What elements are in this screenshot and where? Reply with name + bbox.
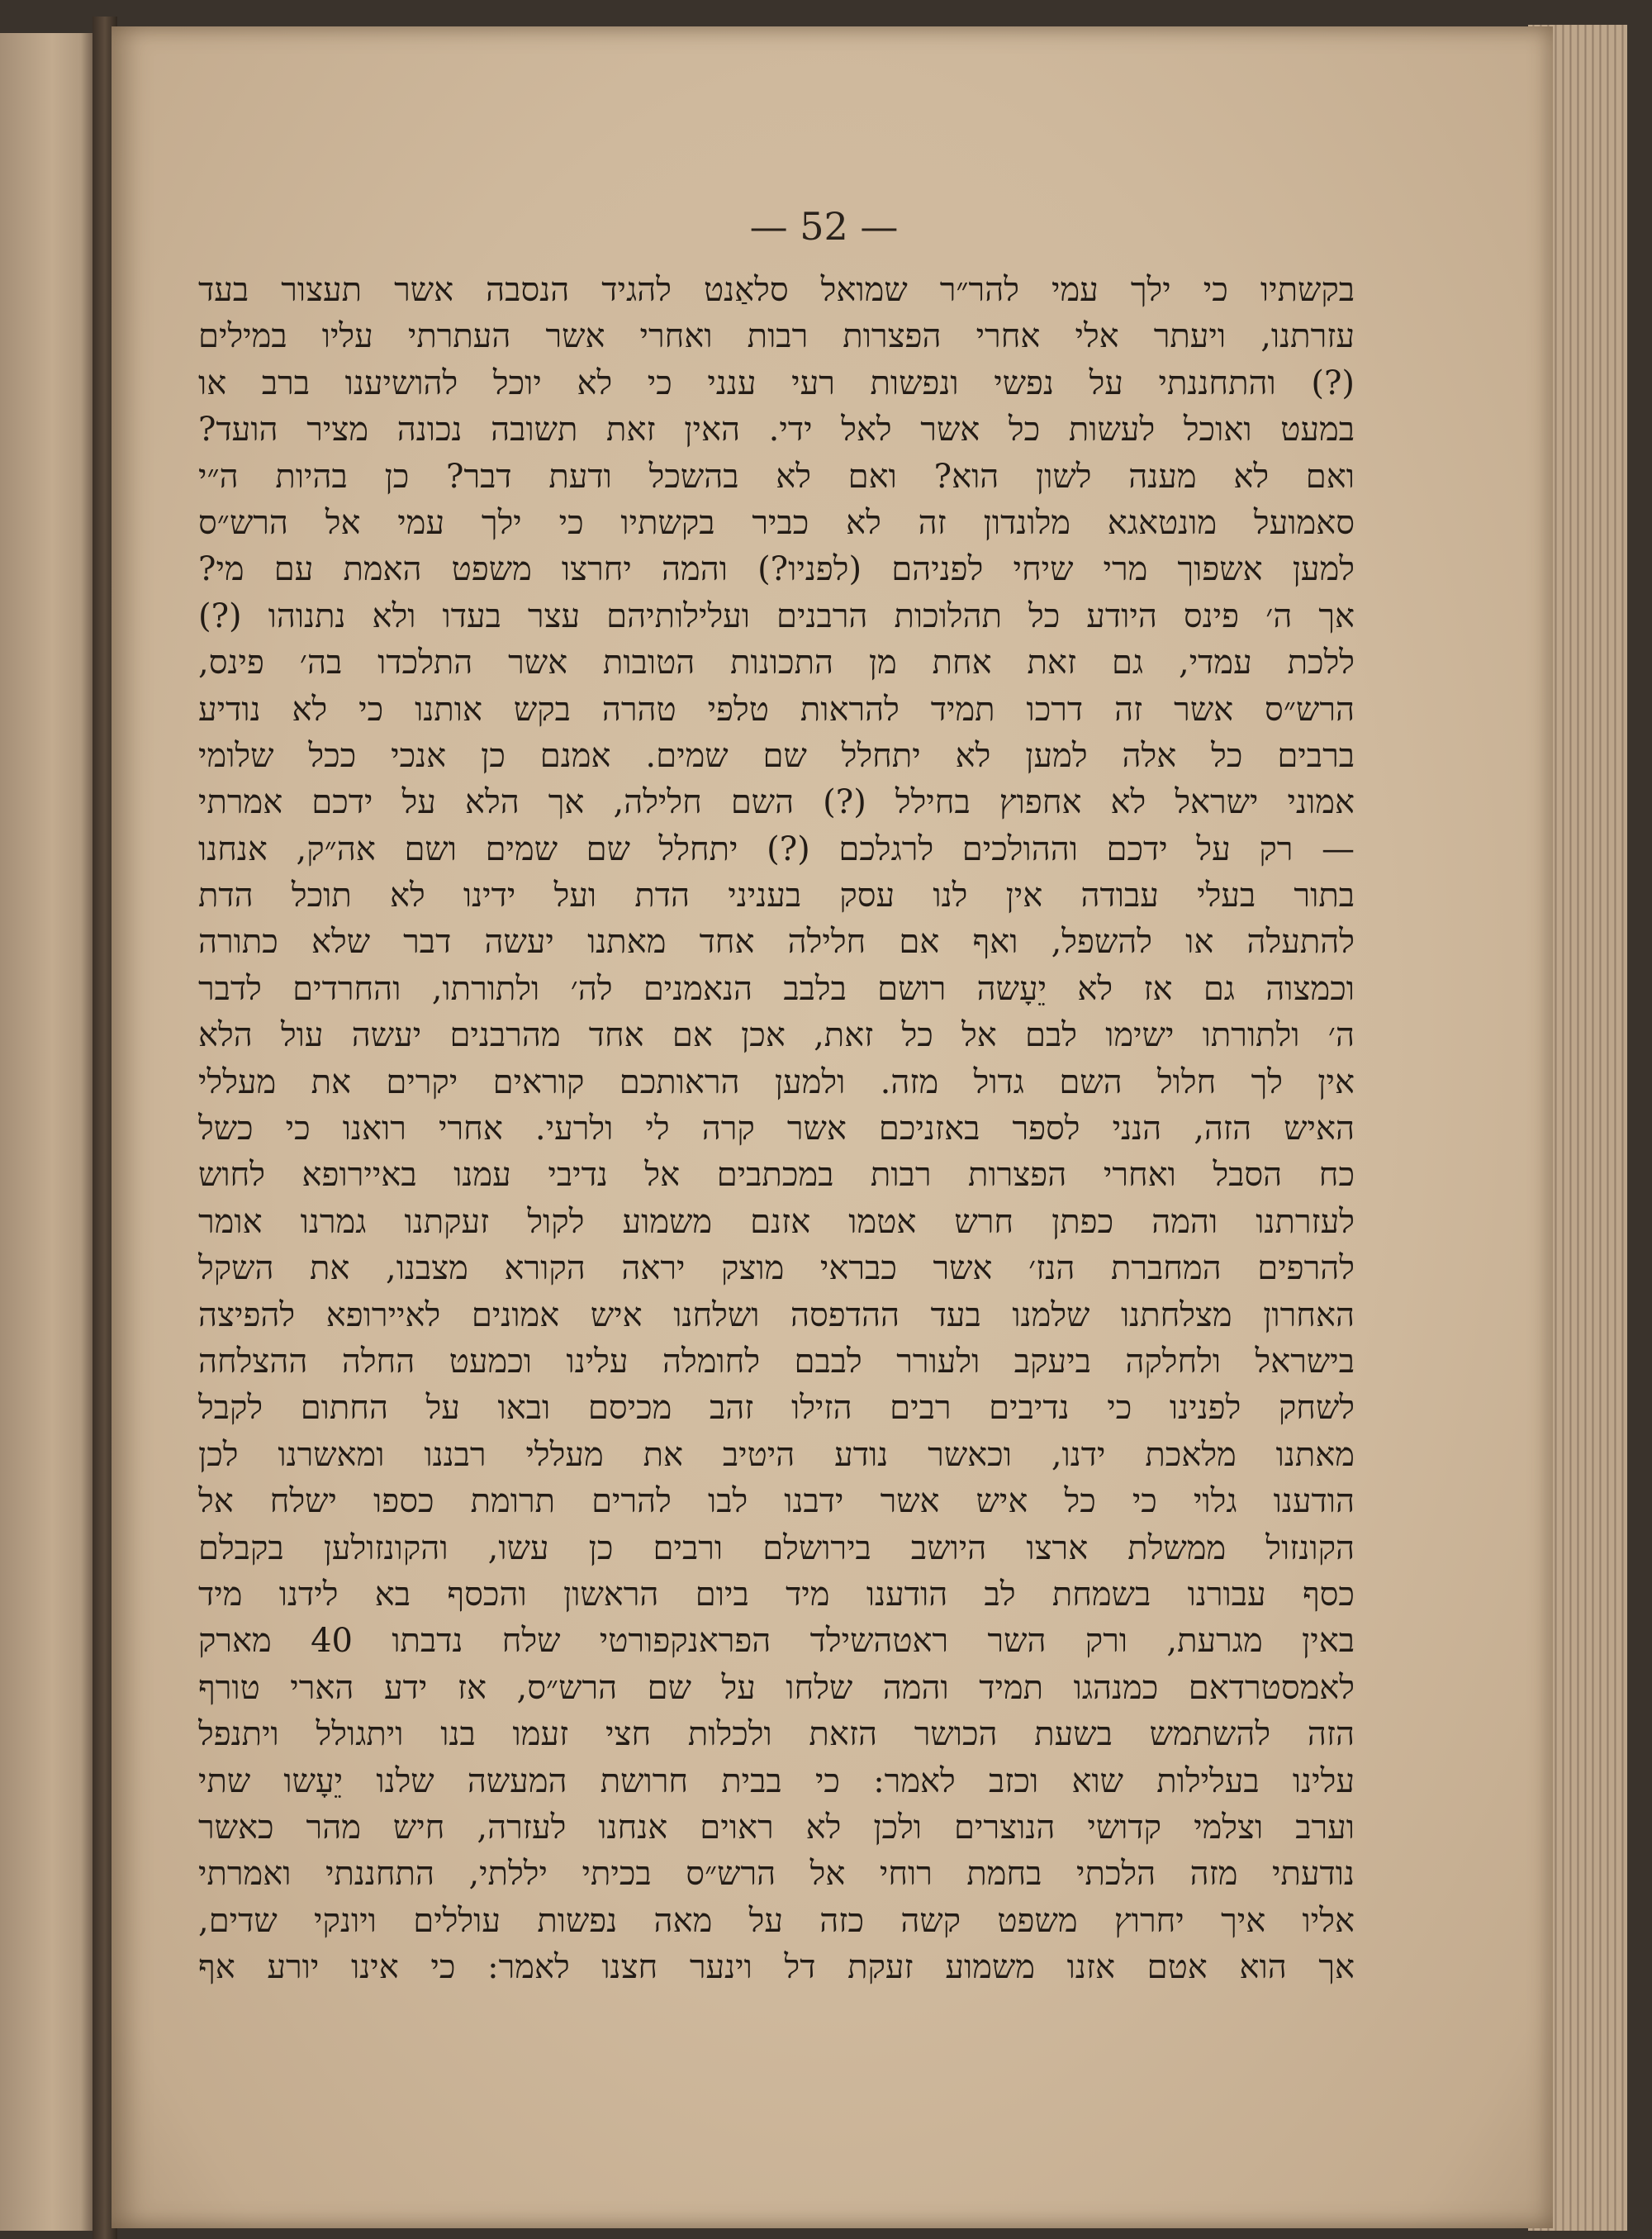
text-line: הרש״ס אשר זה דרכו תמיד להראות טלפי טהרה בקש אותנו כי לא נודיע — [198, 690, 1355, 729]
text-line: לשחק לפנינו כי נדיבים רבים הזילו זהב מכיסם ובאו על החתום לקבל — [198, 1389, 1355, 1428]
text-line: ואם לא מענה לשון הוא? ואם לא בהשכל ודעת דבר? כן בהיות ה״י — [198, 457, 1355, 496]
text-line: לעזרתנו והמה כפתן חרש אטמו אזנם משמוע לקול זעקתנו גמרנו אומר — [198, 1202, 1355, 1241]
text-line: וערב וצלמי קדושי הנוצרים ולכן לא ראוים אנחנו לעזרה, חיש מהר כאשר — [198, 1808, 1355, 1847]
text-line: וכמצוה גם אז לא יֵעָשה רושם בלבב הנאמנים לה׳ ולתורתו, והחרדים לדבר — [198, 969, 1355, 1008]
text-line: כסף עבורנו בשמחת לב הודענו מיד ביום הראשון והכסף בא לידנו מיד — [198, 1575, 1355, 1614]
text-line: ה׳ ולתורתו ישימו לבם אל כל זאת, אכן אם אחד מהרבנים יעשה עול הלא — [198, 1016, 1355, 1055]
text-line: הודענו גלוי כי כל איש אשר ידבנו לבו להרים תרומת כספו ישלח אל — [198, 1482, 1355, 1521]
text-line: (?) והתחננתי על נפשי ונפשות רעי ענני כי לא יוכל להושיענו ברב או — [198, 364, 1355, 402]
text-line: עזרתנו, ויעתר אלי אחרי הפצרות רבות ואחרי אשר העתרתי עליו במילים — [198, 317, 1355, 356]
text-line: הזה להשתמש בשעת הכושר הזאת ולכלות חצי זעמו בנו ויתגולל ויתנפל — [198, 1715, 1355, 1754]
text-line: בתור בעלי עבודה אין לנו עסק בעניני הדת ועל ידינו לא תוכל הדת — [198, 877, 1355, 915]
text-line: אמוני ישראל לא אחפוץ בחילל (?) השם חלילה, אך הלא על ידכם אמרתי — [198, 783, 1355, 822]
page-number: — 52 — — [749, 204, 899, 249]
text-line: עלינו בעלילות שוא וכזב לאמר: כי בבית חרושת המעשה שלנו יֵעָשו שתי — [198, 1761, 1355, 1800]
text-line: סאמועל מונטאגא מלונדון זה לא כביר בקשתיו כי ילך עמי אל הרש״ס — [198, 503, 1355, 542]
text-line: להתעלה או להשפל, ואף אם חלילה אחד מאתנו יעשה דבר שלא כתורה — [198, 923, 1355, 962]
text-line: האחרון מצלחתנו שלמנו בעד ההדפסה ושלחנו איש אמונים לאיירופא להפיצה — [198, 1295, 1355, 1334]
text-line: אך ה׳ פינס היודע כל תהלוכות הרבנים ועלילותיהם עצר בעדו ולא נתנוהו (?) — [198, 597, 1355, 635]
text-line: מאתנו מלאכת ידנו, וכאשר נודע היטיב את מעללי רבננו ומאשרנו לכן — [198, 1435, 1355, 1474]
text-line: — רק על ידכם וההולכים לרגלכם (?) יתחלל שם שמים ושם אה״ק, אנחנו — [198, 830, 1355, 868]
text-line: למען אשפוך מרי שיחי לפניהם (לפניו?) והמה יחרצו משפט האמת עם מי? — [198, 550, 1355, 589]
text-line: במעט ואוכל לעשות כל אשר לאל ידי. האין זאת תשובה נכונה מציר הועד? — [198, 411, 1355, 449]
text-line: אך הוא אטם אזנו משמוע זעקת דל וינער חצנו לאמר: כי אינו יורע אף — [198, 1948, 1355, 1987]
text-line: האיש הזה, הנני לספר באזניכם אשר קרה לי ולרעי. אחרי רואנו כי כשל — [198, 1110, 1355, 1148]
body-text — [198, 267, 1355, 1990]
text-line: כח הסבל ואחרי הפצרות רבות במכתבים אל נדיבי עמנו באיירופא לחוש — [198, 1156, 1355, 1195]
text-line: ברבים כל אלה למען לא יתחלל שם שמים. אמנם כן אנכי ככל שלומי — [198, 736, 1355, 775]
text-line: בישראל ולחלקה ביעקב ולעורר לבבם לחומלה עלינו וכמעט החלה ההצלחה — [198, 1342, 1355, 1381]
text-line: באין מגרעת, ורק השר ראטהשילד הפראנקפורטי שלח נדבתו 40 מארק — [198, 1622, 1355, 1661]
text-line: בקשתיו כי ילך עמי להר״ר שמואל סלאַנט להגיד הנסבה אשר תעצור בעד — [198, 271, 1355, 309]
text-line: נודעתי מזה הלכתי בחמת רוחי אל הרש״ס בכיתי יללתי, התחננתי ואמרתי — [198, 1855, 1355, 1894]
facing-page-edge — [0, 33, 95, 2231]
text-line: ללכת עמדי, גם זאת אחת מן התכונות הטובות אשר התלכדו בה׳ פינס, — [198, 644, 1355, 682]
text-line: הקונזול ממשלת ארצו היושב בירושלם ורבים כן עשו, והקונזולען בקבלם — [198, 1528, 1355, 1567]
text-line: לאמסטרדאם כמנהגו תמיד והמה שלחו על שם הרש״ס, אז ידע הארי טורף — [198, 1668, 1355, 1707]
text-line: אליו איך יחרוץ משפט קשה כזה על מאה נפשות עוללים ויונקי שדים, — [198, 1901, 1355, 1940]
text-line: להרפים המחברת הנז׳ אשר כבראי מוצק יראה הקורא מצבנו, את השקל — [198, 1249, 1355, 1288]
text-line: אין לך חלול השם גדול מזה. ולמען הראותכם קוראים יקרים את מעללי — [198, 1062, 1355, 1101]
